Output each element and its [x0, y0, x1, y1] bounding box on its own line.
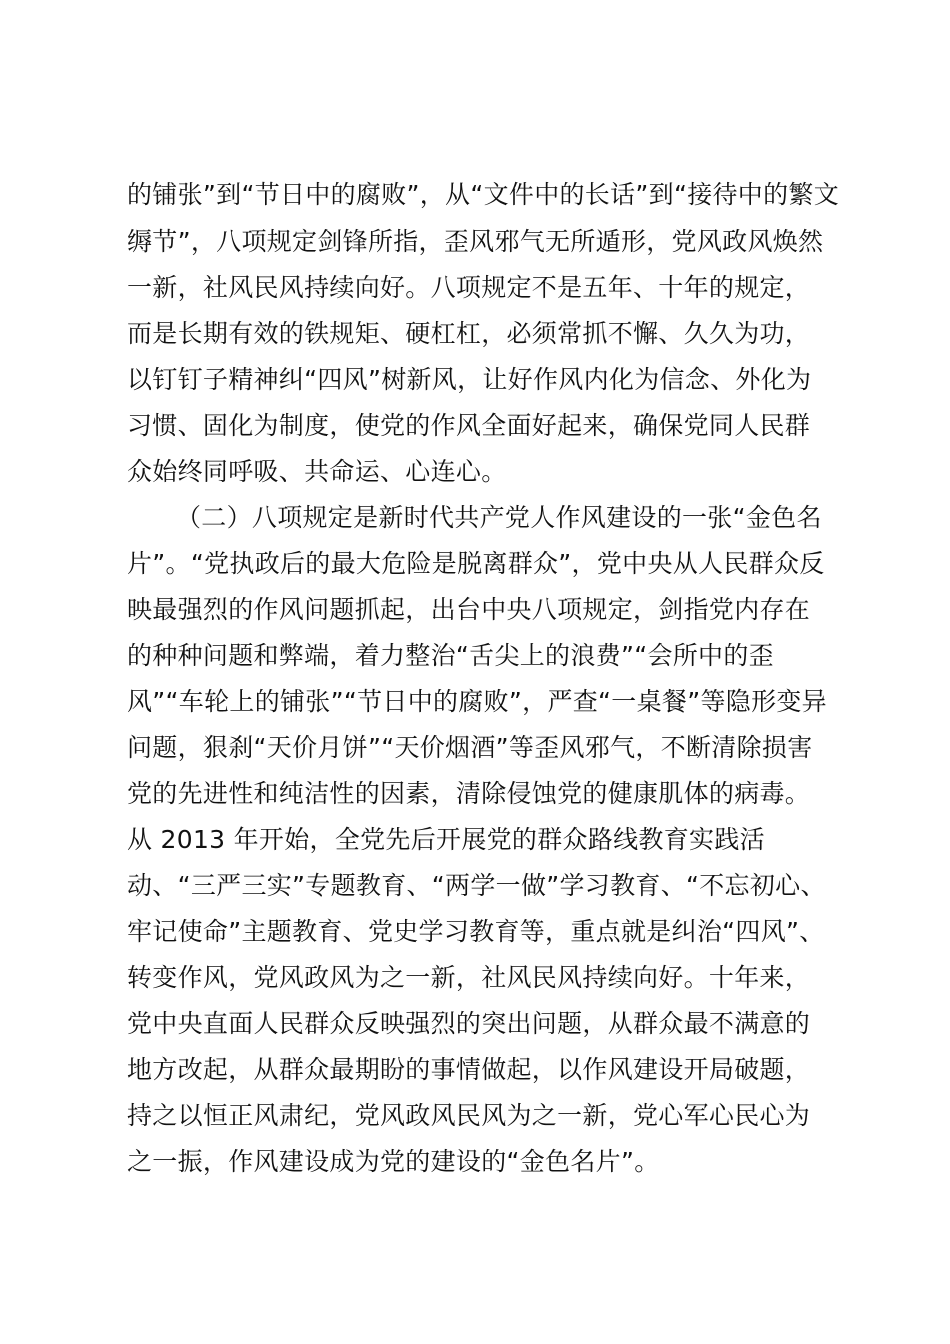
text-line: 党的先进性和纯洁性的因素，清除侵蚀党的健康肌体的病毒。 [127, 779, 811, 808]
text-line: 的种种问题和弊端，着力整治“舌尖上的浪费”“会所中的歪 [127, 641, 774, 670]
text-line: 片”。“党执政后的最大危险是脱离群众”，党中央从人民群众反 [127, 549, 825, 578]
text-line: 党中央直面人民群众反映强烈的突出问题，从群众最不满意的 [127, 1009, 811, 1038]
text-line: 从 2013 年开始，全党先后开展党的群众路线教育实践活 [127, 825, 765, 854]
text-line: 持之以恒正风肃纪，党风政风民风为之一新，党心军心民心为 [127, 1101, 811, 1130]
text-line: 以钉钉子精神纠“四风”树新风，让好作风内化为信念、外化为 [127, 365, 812, 394]
text-line: 牢记使命”主题教育、党史学习教育等，重点就是纠治“四风”、 [127, 917, 825, 946]
section-heading-line: （二）八项规定是新时代共产党人作风建设的一张“金色名 [176, 503, 822, 532]
text-line: 的铺张”到“节日中的腐败”，从“文件中的长话”到“接待中的繁文 [127, 180, 840, 209]
text-line: 转变作风，党风政风为之一新，社风民风持续向好。十年来， [127, 963, 811, 992]
text-line: 而是长期有效的铁规矩、硬杠杠，必须常抓不懈、久久为功， [127, 319, 811, 348]
text-line: 动、“三严三实”专题教育、“两学一做”学习教育、“不忘初心、 [127, 871, 826, 900]
text-line: 一新，社风民风持续向好。八项规定不是五年、十年的规定， [127, 273, 811, 302]
text-line: 习惯、固化为制度，使党的作风全面好起来，确保党同人民群 [127, 411, 811, 440]
text-line: 问题，狠刹“天价月饼”“天价烟酒”等歪风邪气，不断清除损害 [127, 733, 813, 762]
text-line: 地方改起，从群众最期盼的事情做起，以作风建设开局破题， [127, 1055, 811, 1084]
text-line: 之一振，作风建设成为党的建设的“金色名片”。 [127, 1147, 660, 1176]
text-line: 风”“车轮上的铺张”“节日中的腐败”，严查“一桌餐”等隐形变异 [127, 687, 827, 716]
text-line: 映最强烈的作风问题抓起，出台中央八项规定，剑指党内存在 [127, 595, 811, 624]
text-line: 缛节”，八项规定剑锋所指，歪风邪气无所遁形，党风政风焕然 [127, 227, 824, 256]
text-line: 众始终同呼吸、共命运、心连心。 [127, 457, 507, 486]
